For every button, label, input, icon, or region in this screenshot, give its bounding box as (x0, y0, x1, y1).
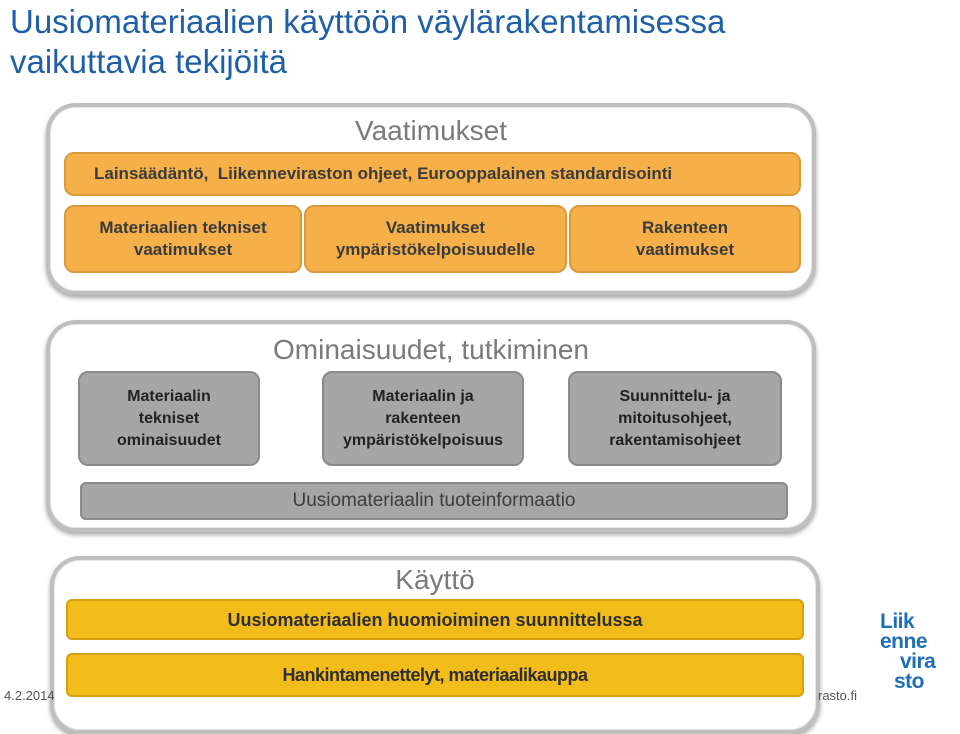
liikennevirasto-logo (880, 612, 958, 692)
legislation-box: Lainsäädäntö, Liikenneviraston ohjeet, Eurooppalainen standardisointi (64, 152, 801, 196)
kaytto-panel (50, 556, 820, 734)
footer-url[interactable]: rasto.fi (818, 688, 858, 703)
material-requirements-box: Materiaalien tekniset vaatimukset (64, 205, 302, 273)
logo-line-3: vira (900, 650, 936, 673)
logo-line-2: enne (880, 630, 928, 653)
environmental-suitability-box: Materiaalin ja rakenteen ympäristökelpoisuus (322, 371, 524, 466)
design-guidelines-box: Suunnittelu- ja mitoitusohjeet, rakentamisohjeet (568, 371, 782, 466)
page-title (10, 2, 725, 82)
logo-line-1: Liik (880, 610, 915, 633)
kaytto-title: Käyttö (395, 564, 475, 595)
footer-date: 4.2.2014 (4, 688, 55, 703)
logo-line-4: sto (894, 670, 924, 693)
title-line-1: Uusiomateriaalien käyttöön väylärakentamisessa (10, 3, 726, 40)
technical-properties-box: Materiaalin tekniset ominaisuudet (78, 371, 260, 466)
title-line-2: vaikuttavia tekijöitä (10, 43, 287, 80)
vaatimukset-title: Vaatimukset (355, 115, 507, 146)
ominaisuudet-title: Ominaisuudet, tutkiminen (273, 334, 589, 365)
environmental-requirements-box: Vaatimukset ympäristökelpoisuudelle (304, 205, 567, 273)
structure-requirements-box: Rakenteen vaatimukset (569, 205, 801, 273)
procurement-bar: Hankintamenettelyt, materiaalikauppa (66, 653, 804, 697)
product-information-bar: Uusiomateriaalin tuoteinformaatio (80, 482, 788, 520)
design-consideration-bar: Uusiomateriaalien huomioiminen suunnittelussa (66, 599, 804, 640)
